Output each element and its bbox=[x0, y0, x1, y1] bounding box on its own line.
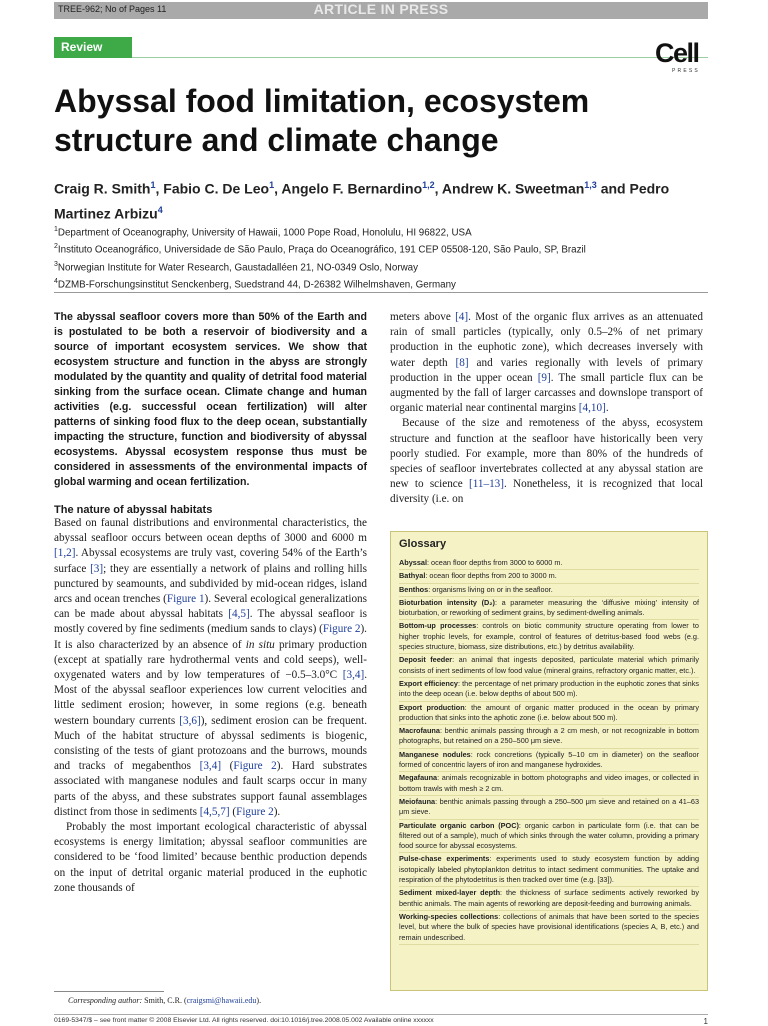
glossary-definition: : ocean floor depths from 200 to 3000 m. bbox=[425, 571, 557, 581]
glossary-definition: : a parameter measuring the ‘diffusive mixing’ intensity of bioturbation, or reworking of sediment grains, by sediment-dwelling animals. bbox=[399, 597, 699, 618]
glossary-term: Benthos bbox=[399, 584, 429, 594]
glossary-term: Export efficiency bbox=[399, 678, 458, 688]
body-paragraph bbox=[390, 416, 703, 507]
glossary-entry bbox=[399, 679, 699, 702]
citation-link[interactable]: [8] bbox=[455, 356, 469, 369]
glossary-definition: : the thickness of surface sediments actively reworked by benthic animals. The main agents of reworking are deposit-feeding and burrowing animals. bbox=[399, 888, 699, 908]
paragraph-text: ). Hard substrates associated with manganese nodules and fault scarps occur in many parts of the abyss, and these substrates support faunal assemblages distinct from those in sediments bbox=[54, 760, 367, 818]
glossary-term: Sediment mixed-layer depth bbox=[399, 888, 501, 898]
paragraph-text: . Nonetheless, it is recognized that local diversity (i.e. on bbox=[390, 478, 703, 506]
glossary-term: Bioturbation intensity (D₂) bbox=[399, 597, 495, 607]
author-affiliation-mark[interactable]: 1 bbox=[150, 180, 156, 190]
citation-link[interactable]: [4] bbox=[455, 311, 469, 323]
citation-link[interactable]: Figure 2 bbox=[233, 760, 277, 773]
glossary-term: Deposit feeder bbox=[399, 655, 453, 665]
manuscript-ref: TREE-962; No of Pages 11 bbox=[58, 4, 167, 14]
glossary-title: Glossary bbox=[399, 538, 447, 550]
affiliation-line bbox=[54, 275, 714, 292]
author-name: Fabio C. De Leo bbox=[163, 180, 270, 197]
citation-link[interactable]: [3,6] bbox=[179, 714, 201, 727]
glossary-entry bbox=[399, 585, 699, 597]
citation-link[interactable]: [3] bbox=[90, 562, 104, 575]
affiliation-line bbox=[54, 258, 714, 275]
glossary-definition: : organic carbon in particulate form (i.e. that can be filtered out of a sample), much of which sinks through the water column, providing a primary food source for abyssal ecosystems. bbox=[399, 820, 700, 851]
paragraph-text: ). Several ecological generalizations can be made about abyssal habitats bbox=[54, 593, 367, 621]
paragraph-text: Probably the most important ecological characteristic of abyssal ecosystems is energy limitation; abyssal seafloor communities are considered to be ‘food limited’ because benthic production depends on the input of detrital organic material produced in the euphotic zone thousands of bbox=[54, 821, 367, 894]
glossary-definition: : animals recognizable in bottom photographs and video images, or collected in bottom trawls with mesh ≥ 2 cm. bbox=[399, 773, 699, 793]
glossary-entry bbox=[399, 571, 699, 583]
paragraph-text: primary production (except at spatially rare hydrothermal vents and cold seeps), well-oxygenated waters and by low temperatures of −0.5–3.0°C bbox=[54, 638, 367, 682]
paragraph-text: meters above bbox=[390, 311, 456, 323]
copyright-doi: 0169-5347/$ – see front matter © 2008 Elsevier Ltd. All rights reserved. doi:10.1016/j.tree.2008.05.002 Available online xxxxxx bbox=[54, 1017, 434, 1024]
glossary-definition: : the percentage of net primary production in the euphotic zones that sinks into the deep ocean (i.e. below depths of about 500 m). bbox=[399, 678, 699, 699]
glossary-definition: : an animal that ingests deposited, particulate material which primarily consists of inert sediments of low food value (mineral grains, refractory organic matter, etc.). bbox=[399, 655, 699, 675]
body-paragraph bbox=[390, 310, 703, 416]
glossary-definition: : rock concretions (typically 5–10 cm in diameter) on the seafloor formed of concentric layers of iron and manganese hydroxides. bbox=[399, 749, 699, 770]
glossary-definition: : controls on biotic community structure operating from lower to higher trophic levels, for example, control of features of detritus-based food webs (e.g. species structure, biomass, size distributions, etc.) by detritus availability. bbox=[399, 621, 699, 652]
body-paragraph bbox=[54, 516, 367, 820]
citation-link[interactable]: Figure 2 bbox=[322, 623, 361, 636]
glossary-entries bbox=[399, 558, 699, 945]
abstract: The abyssal seafloor covers more than 50% of the Earth and is postulated to be both a reservoir of biodiversity and a source of important ecosystem services. We show that ecosystem structure and function in the abyss are strongly modulated by the quantity and quality of detrital food material sinking from the surface ocean. Climate change and human activities (e.g. successful ocean fertilization) will alter patterns of sinking food flux to the deep ocean, substantially impacting the structure, function and biodiversity of abyssal ecosystems. Abyssal ecosystem response thus must be considered in assessments of the environmental impacts of global warming and ocean fertilization. bbox=[54, 311, 367, 488]
corresponding-author-note bbox=[68, 996, 261, 1005]
section-heading: The nature of abyssal habitats bbox=[54, 504, 213, 516]
cell-press-logo bbox=[655, 40, 713, 88]
glossary-term: Abyssal bbox=[399, 558, 427, 567]
paragraph-text: . Most of the organic flux arrives as an attenuated rain of small particles (typically, only 0.5–2% of net primary production in the euphotic zone), which decreases inversely with water depth bbox=[390, 311, 703, 369]
footnote-label: Corresponding author: bbox=[68, 996, 143, 1005]
affiliations bbox=[54, 223, 714, 292]
author-affiliation-mark[interactable]: 4 bbox=[157, 204, 163, 215]
page-number: 1 bbox=[703, 1017, 708, 1026]
affiliation-text: Instituto Oceanográfico, Universidade de São Paulo, Praça do Oceanográfico, 191 CEP 05508-120, São Paulo, SP, Brazil bbox=[57, 244, 586, 256]
glossary-definition: : the amount of organic matter produced in the ocean by primary production that sinks into the aphotic zone (i.e. below about 500 m). bbox=[399, 702, 699, 722]
citation-link[interactable]: [1,2] bbox=[54, 547, 76, 560]
italic-text: in situ bbox=[245, 638, 275, 651]
paragraph-text: Because of the size and remoteness of the abyss, ecosystem structure and function at the seafloor have historically been very poorly studied. For example, more than 80% of the hundreds of species of seafloor invertebrates collected at any abyssal station are new to science bbox=[390, 417, 703, 491]
glossary-entry bbox=[399, 797, 699, 820]
glossary-term: Particulate organic carbon (POC) bbox=[399, 820, 519, 830]
paragraph-text: ( bbox=[221, 760, 234, 773]
glossary-term: Bathyal bbox=[399, 571, 426, 581]
glossary-entry bbox=[399, 888, 699, 911]
footer-divider bbox=[54, 1014, 708, 1015]
citation-link[interactable]: [3,4] bbox=[342, 669, 365, 682]
affiliation-number: 4 bbox=[54, 277, 58, 285]
article-in-press-label: ARTICLE IN PRESS bbox=[313, 1, 449, 17]
glossary-term: Export production bbox=[399, 702, 465, 712]
glossary-entry bbox=[399, 821, 699, 854]
paragraph-text: . The small particle flux can be augmented by the fall of larger carcasses and downslope transport of organic material near continental margins bbox=[390, 371, 703, 415]
citation-link[interactable]: [9] bbox=[537, 371, 551, 384]
glossary-entry bbox=[399, 773, 699, 796]
citation-link[interactable]: [4,5] bbox=[228, 608, 250, 621]
glossary-term: Meiofauna bbox=[399, 796, 436, 806]
article-banner bbox=[54, 2, 708, 19]
affiliation-number: 1 bbox=[54, 226, 58, 233]
author-name: Craig R. Smith bbox=[54, 180, 151, 197]
logo-sub: PRESS bbox=[672, 68, 700, 74]
paragraph-text: ( bbox=[229, 805, 237, 818]
affiliation-line bbox=[54, 223, 714, 240]
glossary-box bbox=[390, 531, 708, 991]
glossary-entry bbox=[399, 726, 699, 749]
glossary-term: Working-species collections bbox=[399, 911, 499, 921]
paragraph-text: . Most of the abyssal seafloor experiences low current velocities and little sediment erosion; however, in some regions (e.g. beneath western boundary currents bbox=[54, 669, 367, 727]
affiliation-text: Department of Oceanography, University of Hawaii, 1000 Pope Road, Honolulu, HI 96822, USA bbox=[57, 227, 472, 239]
glossary-entry bbox=[399, 912, 699, 945]
glossary-entry bbox=[399, 558, 699, 570]
affiliation-number: 2 bbox=[54, 243, 58, 251]
affiliation-line bbox=[54, 240, 714, 257]
affiliation-number: 3 bbox=[54, 260, 58, 268]
article-title: Abyssal food limitation, ecosystem structure and climate change bbox=[54, 83, 590, 158]
glossary-entry bbox=[399, 703, 699, 726]
paragraph-text: . Abyssal ecosystems are truly vast, covering 54% of the Earth’s surface bbox=[54, 547, 367, 575]
body-paragraph bbox=[54, 820, 367, 896]
right-column bbox=[390, 310, 703, 508]
paragraph-text: Based on faunal distributions and environmental characteristics, the abyssal seafloor occurs between ocean depths of 3000 and 6000 m bbox=[54, 517, 367, 545]
glossary-term: Pulse-chase experiments bbox=[399, 854, 490, 864]
glossary-definition: : collections of animals that have been sorted to the species level, but where the bulk of species have provisional identifications (species A, B, etc.) and remain undescribed. bbox=[399, 911, 700, 942]
citation-link[interactable]: [4,5,7] bbox=[199, 805, 230, 818]
affiliation-text: DZMB-Forschungsinstitut Senckenberg, Suedstrand 44, D-26382 Wilhelmshaven, Germany bbox=[57, 279, 456, 291]
author-email-link[interactable]: craigsmi@hawaii.edu bbox=[186, 996, 257, 1005]
glossary-definition: : experiments used to study ecosystem function by adding isotopically labeled phytoplankton detritus to intact sediment communities. The uptake and respiration of the phytodetritus is then tracked over time (e.g. [33]). bbox=[399, 854, 700, 885]
glossary-definition: : organisms living on or in the seafloor. bbox=[428, 584, 553, 594]
glossary-entry bbox=[399, 655, 699, 678]
glossary-entry bbox=[399, 854, 699, 887]
glossary-term: Macrofauna bbox=[399, 726, 440, 736]
paragraph-text: ). It is also characterized by an absence of bbox=[54, 623, 367, 651]
citation-link[interactable]: [3,4] bbox=[199, 760, 222, 773]
glossary-term: Bottom-up processes bbox=[399, 621, 477, 631]
citation-link[interactable]: Figure 2 bbox=[236, 805, 274, 818]
body-text-left bbox=[54, 516, 367, 896]
paragraph-text: ). bbox=[273, 805, 281, 818]
glossary-term: Manganese nodules bbox=[399, 749, 471, 759]
author-affiliation-mark[interactable]: 1,3 bbox=[584, 180, 597, 190]
footnote-name: Smith, C.R. ( bbox=[142, 996, 187, 1005]
citation-link[interactable]: [4,10] bbox=[578, 402, 606, 415]
citation-link[interactable]: Figure 1 bbox=[166, 593, 205, 606]
glossary-entry bbox=[399, 750, 699, 773]
paragraph-text: . bbox=[605, 402, 609, 415]
review-section-tag: Review bbox=[54, 37, 132, 58]
logo-word: Cell bbox=[655, 38, 699, 68]
glossary-definition: : benthic animals passing through a 2 cm mesh, or not recognizable in bottom photographs, but retained on a 250–500 μm sieve. bbox=[399, 726, 699, 746]
page-footer bbox=[54, 1017, 708, 1024]
author-affiliation-mark[interactable]: 1 bbox=[269, 180, 275, 190]
author-list: Craig R. Smith$^1$, Fabio C. De Leo$^1$, Angelo F. Bernardino$^{1,2}$, Andrew K. Sweetman$^{1,3}$ and Pedro Martinez Arbizu$^4$ bbox=[54, 180, 670, 222]
body-text-right bbox=[390, 310, 703, 508]
paragraph-text: . The abyssal seafloor is mostly covered by fine sediments (medium sands to clays) ( bbox=[54, 608, 367, 636]
header-divider bbox=[132, 57, 708, 58]
footnote-divider bbox=[54, 991, 164, 992]
glossary-definition: : benthic animals passing through a 250–500 μm sieve and retained on a 41–63 μm sieve. bbox=[399, 796, 699, 817]
citation-link[interactable]: [11–13] bbox=[468, 478, 504, 491]
footnote-close: ). bbox=[256, 996, 262, 1005]
author-name: Angelo F. Bernardino bbox=[281, 180, 423, 197]
affiliation-divider bbox=[54, 292, 708, 293]
glossary-entry bbox=[399, 621, 699, 654]
author-affiliation-mark[interactable]: 1,2 bbox=[422, 180, 435, 190]
glossary-term: Megafauna bbox=[399, 773, 438, 783]
paragraph-text: and varies regionally with levels of primary production in the upper ocean bbox=[390, 356, 703, 384]
paragraph-text: ), sediment erosion can be frequent. Much of the habitat structure of abyssal sediments is biogenic, consisting of the tests of giant protozoans and the burrows, mounds and tracks of megabenthos bbox=[54, 714, 367, 773]
glossary-entry bbox=[399, 598, 699, 621]
paragraph-text: ; they are essentially a network of plains and rolling hills punctured by seamounts, and subdivided by mid-ocean ridges, island arcs and ocean trenches ( bbox=[54, 562, 367, 606]
glossary-definition: : ocean floor depths from 3000 to 6000 m. bbox=[427, 558, 563, 567]
author-name: and Pedro Martinez Arbizu bbox=[54, 180, 670, 222]
author-name: Andrew K. Sweetman bbox=[441, 180, 585, 197]
affiliation-text: Norwegian Institute for Water Research, Gaustadalléen 21, NO-0349 Oslo, Norway bbox=[57, 261, 419, 273]
left-column bbox=[54, 310, 367, 896]
